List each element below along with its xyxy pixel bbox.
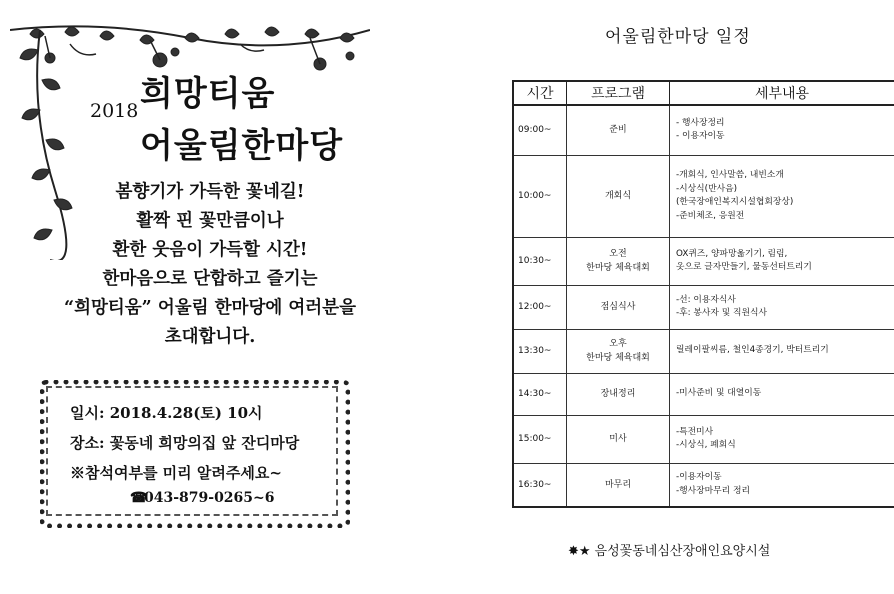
row-details bbox=[670, 155, 894, 237]
row-time: 12:00~ bbox=[513, 285, 567, 329]
event-date: 일시: 2018.4.28(토) 10시 bbox=[70, 404, 263, 422]
invitation-panel bbox=[0, 0, 440, 594]
header-details: 세부내용 bbox=[670, 81, 894, 105]
table-row bbox=[513, 415, 894, 463]
row-details bbox=[670, 329, 894, 373]
table-row bbox=[513, 155, 894, 237]
row-program bbox=[567, 415, 670, 463]
row-time: 13:30~ bbox=[513, 329, 567, 373]
invitation-year: 2018 bbox=[90, 100, 139, 122]
detail-line: - 이용자이동 bbox=[676, 131, 725, 142]
detail-line: -개회식, 인사말씀, 내빈소개 bbox=[676, 170, 784, 180]
invitation-message bbox=[40, 178, 380, 352]
contact-phone bbox=[130, 490, 275, 506]
program-line: 마무리 bbox=[604, 479, 632, 490]
table-row bbox=[513, 373, 894, 415]
row-time: 10:00~ bbox=[513, 155, 567, 237]
invitation-title-line1: 희망티움 bbox=[140, 74, 276, 114]
program-line: 장내정리 bbox=[600, 389, 636, 399]
program-line: 준비 bbox=[609, 125, 627, 136]
row-details bbox=[670, 415, 894, 463]
detail-line: -후: 봉사자 및 직원식사 bbox=[676, 308, 768, 318]
schedule-table bbox=[512, 80, 894, 508]
row-program bbox=[567, 329, 670, 373]
detail-line: -이용자이동 bbox=[676, 472, 722, 483]
detail-line: OX퀴즈, 양파망옮기기, 림림, bbox=[676, 248, 788, 259]
table-row bbox=[513, 463, 894, 507]
invitation-message-line: 한마음으로 단합하고 즐기는 bbox=[102, 269, 318, 289]
detail-line: (한국장애인복지시설협회장상) bbox=[676, 197, 794, 207]
invitation-message-line: 환한 웃음이 가득할 시간! bbox=[112, 240, 308, 260]
row-details bbox=[670, 463, 894, 507]
detail-line: -특전미사 bbox=[676, 426, 714, 437]
row-details bbox=[670, 105, 894, 155]
detail-line: -시상식(반사음) bbox=[676, 183, 738, 194]
detail-line: -미사준비 및 대열이동 bbox=[676, 388, 762, 399]
row-program bbox=[567, 285, 670, 329]
program-line: 미사 bbox=[609, 434, 627, 444]
table-row bbox=[513, 329, 894, 373]
program-line: 오후 bbox=[609, 339, 627, 349]
row-time: 16:30~ bbox=[513, 463, 567, 507]
program-line: 개회식 bbox=[604, 191, 632, 201]
row-program bbox=[567, 373, 670, 415]
detail-line: -선: 이용자식사 bbox=[676, 294, 736, 305]
event-place: 장소: 꽃동네 희망의집 앞 잔디마당 bbox=[70, 434, 300, 452]
invitation-message-line: 초대합니다. bbox=[164, 327, 256, 347]
table-row bbox=[513, 285, 894, 329]
detail-line: -행사장마무리 정리 bbox=[676, 485, 750, 496]
table-row bbox=[513, 105, 894, 155]
phone-icon: ☎ bbox=[130, 490, 148, 506]
rsvp-notice: ※참석여부를 미리 알려주세요~ bbox=[70, 464, 282, 482]
schedule-panel bbox=[440, 0, 894, 594]
row-details bbox=[670, 237, 894, 285]
program-line: 점심식사 bbox=[600, 302, 636, 312]
program-line: 오전 bbox=[609, 249, 627, 259]
organization-footer bbox=[568, 540, 770, 559]
detail-line: -준비체조, 응원전 bbox=[676, 210, 745, 221]
invitation-title-line2: 어울림한마당 bbox=[140, 126, 344, 166]
row-time: 10:30~ bbox=[513, 237, 567, 285]
row-program bbox=[567, 237, 670, 285]
row-details bbox=[670, 373, 894, 415]
program-line: 한마당 체육대회 bbox=[586, 353, 650, 363]
organization-name: 음성꽃동네심산장애인요양시설 bbox=[594, 544, 771, 559]
row-time: 09:00~ bbox=[513, 105, 567, 155]
detail-line: 옷으로 글자만들기, 물동선터트리기 bbox=[676, 262, 812, 272]
table-row bbox=[513, 237, 894, 285]
row-details bbox=[670, 285, 894, 329]
phone-number: 043-879-0265~6 bbox=[144, 490, 275, 506]
schedule-header-row bbox=[513, 81, 894, 105]
detail-line: - 행사장정리 bbox=[676, 117, 725, 128]
event-info bbox=[70, 398, 299, 488]
invitation-message-line: 활짝 핀 꽃만큼이나 bbox=[136, 211, 284, 231]
header-time: 시간 bbox=[513, 81, 567, 105]
star-emblem-icon: ✸★ bbox=[568, 544, 591, 559]
invitation-message-line: “희망티움” 어울림 한마당에 여러분을 bbox=[64, 298, 356, 318]
program-line: 한마당 체육대회 bbox=[586, 263, 650, 273]
schedule-title: 어울림한마당 일정 bbox=[605, 27, 751, 47]
row-program bbox=[567, 155, 670, 237]
invitation-message-line: 봄향기가 가득한 꽃네길! bbox=[115, 182, 305, 202]
row-time: 15:00~ bbox=[513, 415, 567, 463]
detail-line: 릴레이팔씨름, 철인4종경기, 박터트리기 bbox=[676, 345, 829, 356]
detail-line: -시상식, 폐회식 bbox=[676, 440, 736, 450]
header-program: 프로그램 bbox=[567, 81, 670, 105]
row-program bbox=[567, 105, 670, 155]
row-time: 14:30~ bbox=[513, 373, 567, 415]
row-program bbox=[567, 463, 670, 507]
